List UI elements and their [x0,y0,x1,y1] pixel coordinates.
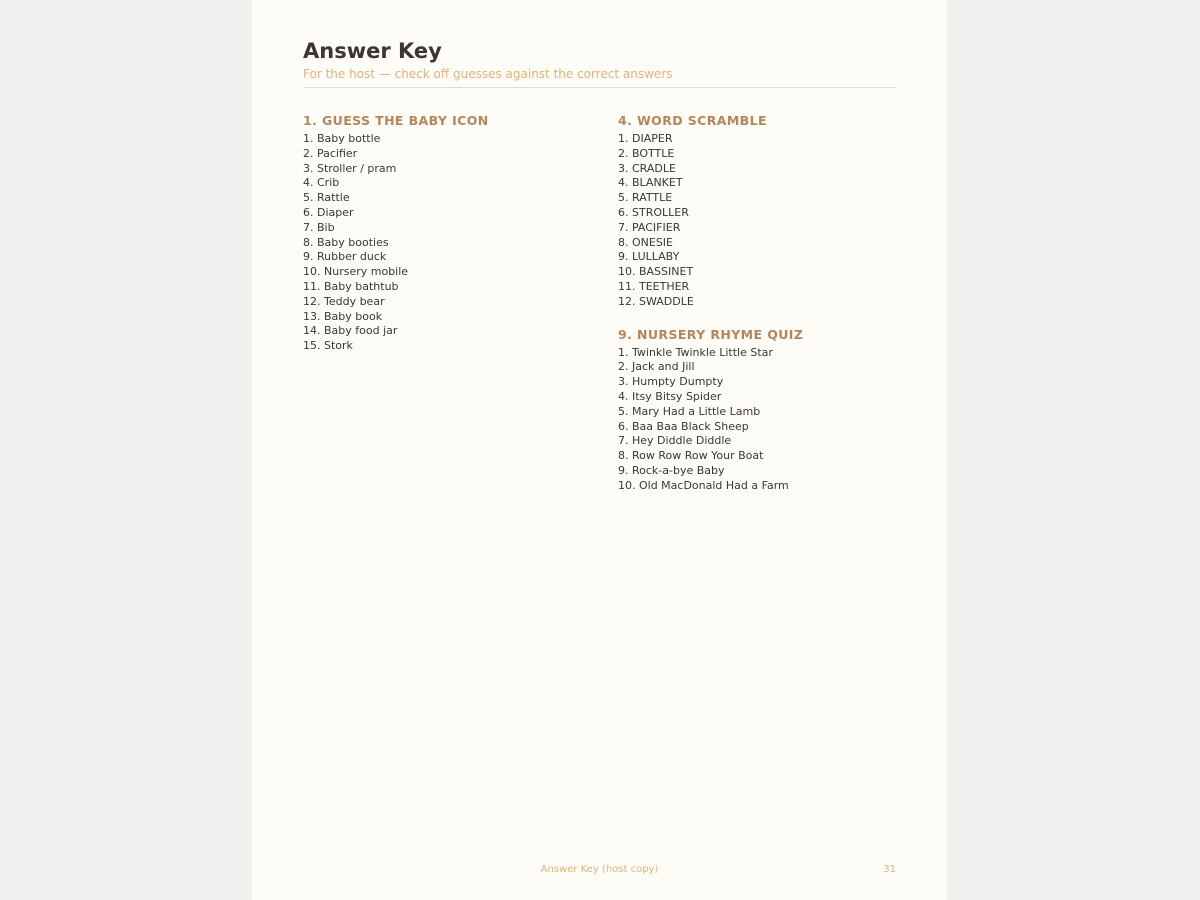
answer-item: 8. Row Row Row Your Boat [618,449,764,463]
right-column [618,113,898,511]
answer-item: 10. Old MacDonald Had a Farm [618,478,789,492]
section-word-scramble [618,113,898,310]
page-subtitle: For the host — check off guesses against the correct answers [303,67,673,81]
page-number: 31 [883,864,896,875]
answer-item: 11. TEETHER [618,279,690,293]
answer-item: 6. Diaper [303,205,354,219]
footer-label: Answer Key (host copy) [540,864,659,875]
answer-item: 2. Jack and Jill [618,360,695,374]
answer-item: 13. Baby book [303,309,383,323]
answer-item: 3. CRADLE [618,161,676,175]
answer-list [303,132,603,354]
answer-item: 3. Stroller / pram [303,161,397,175]
answer-item: 10. Nursery mobile [303,265,409,279]
answer-item: 4. Crib [303,176,340,190]
answer-item: 12. SWADDLE [618,294,694,308]
answer-item: 4. BLANKET [618,176,683,190]
answer-item: 15. Stork [303,339,353,353]
answer-item: 9. Rock-a-bye Baby [618,463,725,477]
answer-item: 8. Baby booties [303,235,389,249]
answer-item: 7. Bib [303,220,335,234]
answer-list [618,346,898,494]
answer-item: 7. Hey Diddle Diddle [618,434,732,448]
section-title: 1. GUESS THE BABY ICON [303,113,489,128]
answer-item: 4. Itsy Bitsy Spider [618,389,722,403]
answer-item: 6. STROLLER [618,205,689,219]
section-title: 9. NURSERY RHYME QUIZ [618,326,804,342]
answer-item: 2. BOTTLE [618,146,675,160]
page-header [303,38,896,88]
left-column [303,113,603,371]
answer-item: 1. Baby bottle [303,132,381,145]
answer-item: 3. Humpty Dumpty [618,375,724,389]
answer-item: 14. Baby food jar [303,324,398,338]
answer-list [618,132,898,310]
answer-item: 11. Baby bathtub [303,279,399,293]
answer-item: 1. DIAPER [618,132,673,145]
section-nursery-rhyme-quiz [618,327,898,494]
page-title: Answer Key [303,39,442,63]
answer-item: 2. Pacifier [303,146,358,160]
answer-item: 5. Rattle [303,191,350,205]
answer-item: 9. Rubber duck [303,250,387,264]
answer-item: 9. LULLABY [618,250,680,264]
document-page [252,0,947,900]
answer-item: 1. Twinkle Twinkle Little Star [618,345,773,359]
answer-item: 10. BASSINET [618,265,694,279]
section-title: 4. WORD SCRAMBLE [618,113,767,128]
answer-item: 8. ONESIE [618,235,674,249]
answer-item: 5. Mary Had a Little Lamb [618,404,761,418]
answer-item: 12. Teddy bear [303,294,385,308]
answer-item: 6. Baa Baa Black Sheep [618,419,749,433]
section-guess-the-baby-icon [303,113,603,354]
answer-item: 5. RATTLE [618,191,673,205]
answer-item: 7. PACIFIER [618,220,681,234]
